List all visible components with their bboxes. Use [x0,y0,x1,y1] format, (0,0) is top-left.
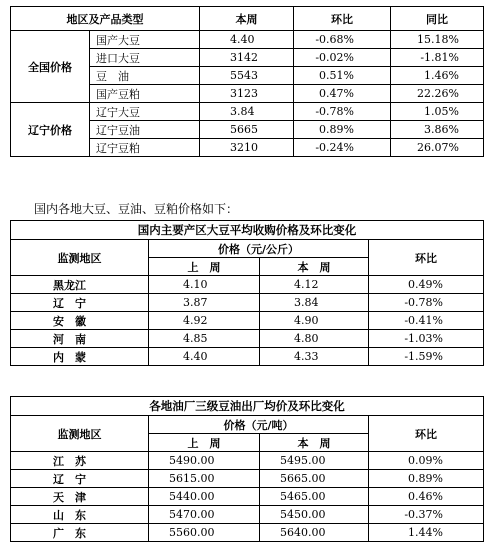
region-name: 内 蒙 [11,348,149,366]
soybean-price-table [10,220,484,366]
mom-value: 0.47% [294,85,391,103]
week-value: 5665 [200,121,294,139]
summary-header-row [11,7,484,31]
table-row [11,348,484,366]
mom-value: -0.02% [294,49,391,67]
last-week-value: 3.87 [149,294,260,312]
group-national: 全国价格 [11,31,90,103]
this-week-value: 4.90 [260,312,369,330]
last-week-value: 5615.00 [149,470,260,488]
yoy-value: 22.26% [391,85,484,103]
group-liaoning: 辽宁价格 [11,103,90,157]
table-title: 国内主要产区大豆平均收购价格及环比变化 [11,221,484,240]
product-name: 进口大豆 [90,49,200,67]
this-week-value: 5465.00 [260,488,369,506]
mom-value: 0.51% [294,67,391,85]
yoy-value: -1.81% [391,49,484,67]
this-week-value: 4.12 [260,276,369,294]
header-price: 价格（元/吨） [149,416,369,434]
week-value: 3210 [200,139,294,157]
header-this-week: 本 周 [260,258,369,276]
product-name: 国产豆粕 [90,85,200,103]
region-name: 河 南 [11,330,149,348]
table-row [11,524,484,542]
header-region: 监测地区 [11,240,149,276]
last-week-value: 4.40 [149,348,260,366]
table-title-row [11,221,484,240]
mom-value: -0.78% [294,103,391,121]
yoy-value: 3.86% [391,121,484,139]
header-region: 监测地区 [11,416,149,452]
mom-value: -1.03% [369,330,484,348]
this-week-value: 5640.00 [260,524,369,542]
section-caption: 国内各地大豆、豆油、豆粕价格如下： [34,202,239,216]
table-row [11,330,484,348]
mom-value: 1.44% [369,524,484,542]
mom-value: -0.78% [369,294,484,312]
header-price: 价格（元/公斤） [149,240,369,258]
header-last-week: 上 周 [149,258,260,276]
table-row [11,31,484,49]
table-row [11,276,484,294]
last-week-value: 4.92 [149,312,260,330]
header-mom: 环比 [294,7,391,31]
mom-value: 0.49% [369,276,484,294]
last-week-value: 5470.00 [149,506,260,524]
table-title-row [11,397,484,416]
mom-value: 0.46% [369,488,484,506]
yoy-value: 1.05% [391,103,484,121]
region-name: 天 津 [11,488,149,506]
region-name: 辽 宁 [11,294,149,312]
region-name: 广 东 [11,524,149,542]
week-value: 5543 [200,67,294,85]
mom-value: -0.37% [369,506,484,524]
last-week-value: 4.85 [149,330,260,348]
soybean-oil-price-table [10,396,484,542]
header-last-week: 上 周 [149,434,260,452]
this-week-value: 4.33 [260,348,369,366]
table-header-row [11,416,484,434]
table-row [11,452,484,470]
this-week-value: 5450.00 [260,506,369,524]
header-this-week: 本 周 [260,434,369,452]
region-name: 江 苏 [11,452,149,470]
this-week-value: 5665.00 [260,470,369,488]
last-week-value: 4.10 [149,276,260,294]
yoy-value: 15.18% [391,31,484,49]
yoy-value: 1.46% [391,67,484,85]
mom-value: 0.89% [294,121,391,139]
week-value: 4.40 [200,31,294,49]
week-value: 3.84 [200,103,294,121]
week-value: 3142 [200,49,294,67]
week-value: 3123 [200,85,294,103]
last-week-value: 5440.00 [149,488,260,506]
product-name: 国产大豆 [90,31,200,49]
this-week-value: 5495.00 [260,452,369,470]
region-name: 辽 宁 [11,470,149,488]
table-row [11,312,484,330]
region-name: 安 徽 [11,312,149,330]
this-week-value: 4.80 [260,330,369,348]
table-header-row [11,240,484,258]
header-region-product: 地区及产品类型 [11,7,200,31]
last-week-value: 5490.00 [149,452,260,470]
product-name: 辽宁豆油 [90,121,200,139]
product-name: 辽宁豆粕 [90,139,200,157]
product-name: 辽宁大豆 [90,103,200,121]
mom-value: -0.68% [294,31,391,49]
last-week-value: 5560.00 [149,524,260,542]
summary-table [10,6,484,157]
mom-value: -0.41% [369,312,484,330]
header-yoy: 同比 [391,7,484,31]
mom-value: -1.59% [369,348,484,366]
table-row [11,294,484,312]
product-name: 豆 油 [90,67,200,85]
header-this-week: 本周 [200,7,294,31]
mom-value: -0.24% [294,139,391,157]
this-week-value: 3.84 [260,294,369,312]
table-row [11,103,484,121]
mom-value: 0.89% [369,470,484,488]
region-name: 山 东 [11,506,149,524]
header-mom: 环比 [369,416,484,452]
table-row [11,470,484,488]
mom-value: 0.09% [369,452,484,470]
region-name: 黑龙江 [11,276,149,294]
header-mom: 环比 [369,240,484,276]
table-title: 各地油厂三级豆油出厂均价及环比变化 [11,397,484,416]
yoy-value: 26.07% [391,139,484,157]
table-row [11,488,484,506]
table-row [11,506,484,524]
